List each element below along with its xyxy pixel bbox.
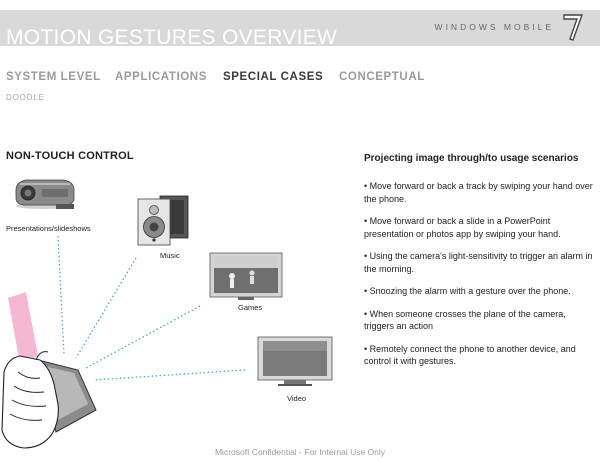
list-item: • Using the camera's light-sensitivity to trigger an alarm in the morning. bbox=[364, 251, 593, 274]
list-item: • Move forward or back a track by swiping your hand over the phone. bbox=[364, 181, 593, 204]
tab-special-cases[interactable]: SPECIAL CASES bbox=[223, 71, 324, 83]
label-presentations: Presentations/slideshows bbox=[6, 224, 91, 233]
label-music: Music bbox=[160, 251, 180, 260]
tab-applications[interactable]: APPLICATIONS bbox=[115, 71, 207, 83]
tv-video-icon bbox=[258, 337, 332, 386]
subnav-doodle[interactable]: DOODLE bbox=[6, 93, 45, 102]
hand-with-phone-icon bbox=[2, 292, 96, 448]
list-item: • Snoozing the alarm with a gesture over the phone. bbox=[364, 286, 571, 296]
panel-title: Projecting image through/to usage scenarios bbox=[364, 153, 579, 164]
confidential-footer: Microsoft Confidential - For Internal Use Only bbox=[214, 447, 386, 457]
brand-name: WINDOWS MOBILE bbox=[434, 22, 554, 32]
projector-icon bbox=[16, 180, 74, 209]
label-games: Games bbox=[238, 303, 263, 312]
speakers-icon bbox=[138, 196, 188, 245]
list-item: • Remotely connect the phone to another device, and control it with gestures. bbox=[364, 343, 576, 366]
list-item: • Move forward or back a slide in a PowerPoint presentation or photos app by swiping your hand. bbox=[364, 216, 561, 239]
section-title: NON-TOUCH CONTROL bbox=[6, 150, 134, 162]
tv-games-icon bbox=[210, 253, 282, 300]
tab-system-level[interactable]: SYSTEM LEVEL bbox=[6, 71, 101, 83]
page-title: MOTION GESTURES OVERVIEW bbox=[6, 26, 338, 49]
label-video: Video bbox=[287, 394, 307, 403]
list-item: • When someone crosses the plane of the camera, triggers an action bbox=[364, 308, 566, 331]
tab-conceptual[interactable]: CONCEPTUAL bbox=[339, 71, 425, 83]
scenario-list bbox=[364, 180, 596, 368]
usage-scenarios-panel bbox=[364, 153, 596, 378]
